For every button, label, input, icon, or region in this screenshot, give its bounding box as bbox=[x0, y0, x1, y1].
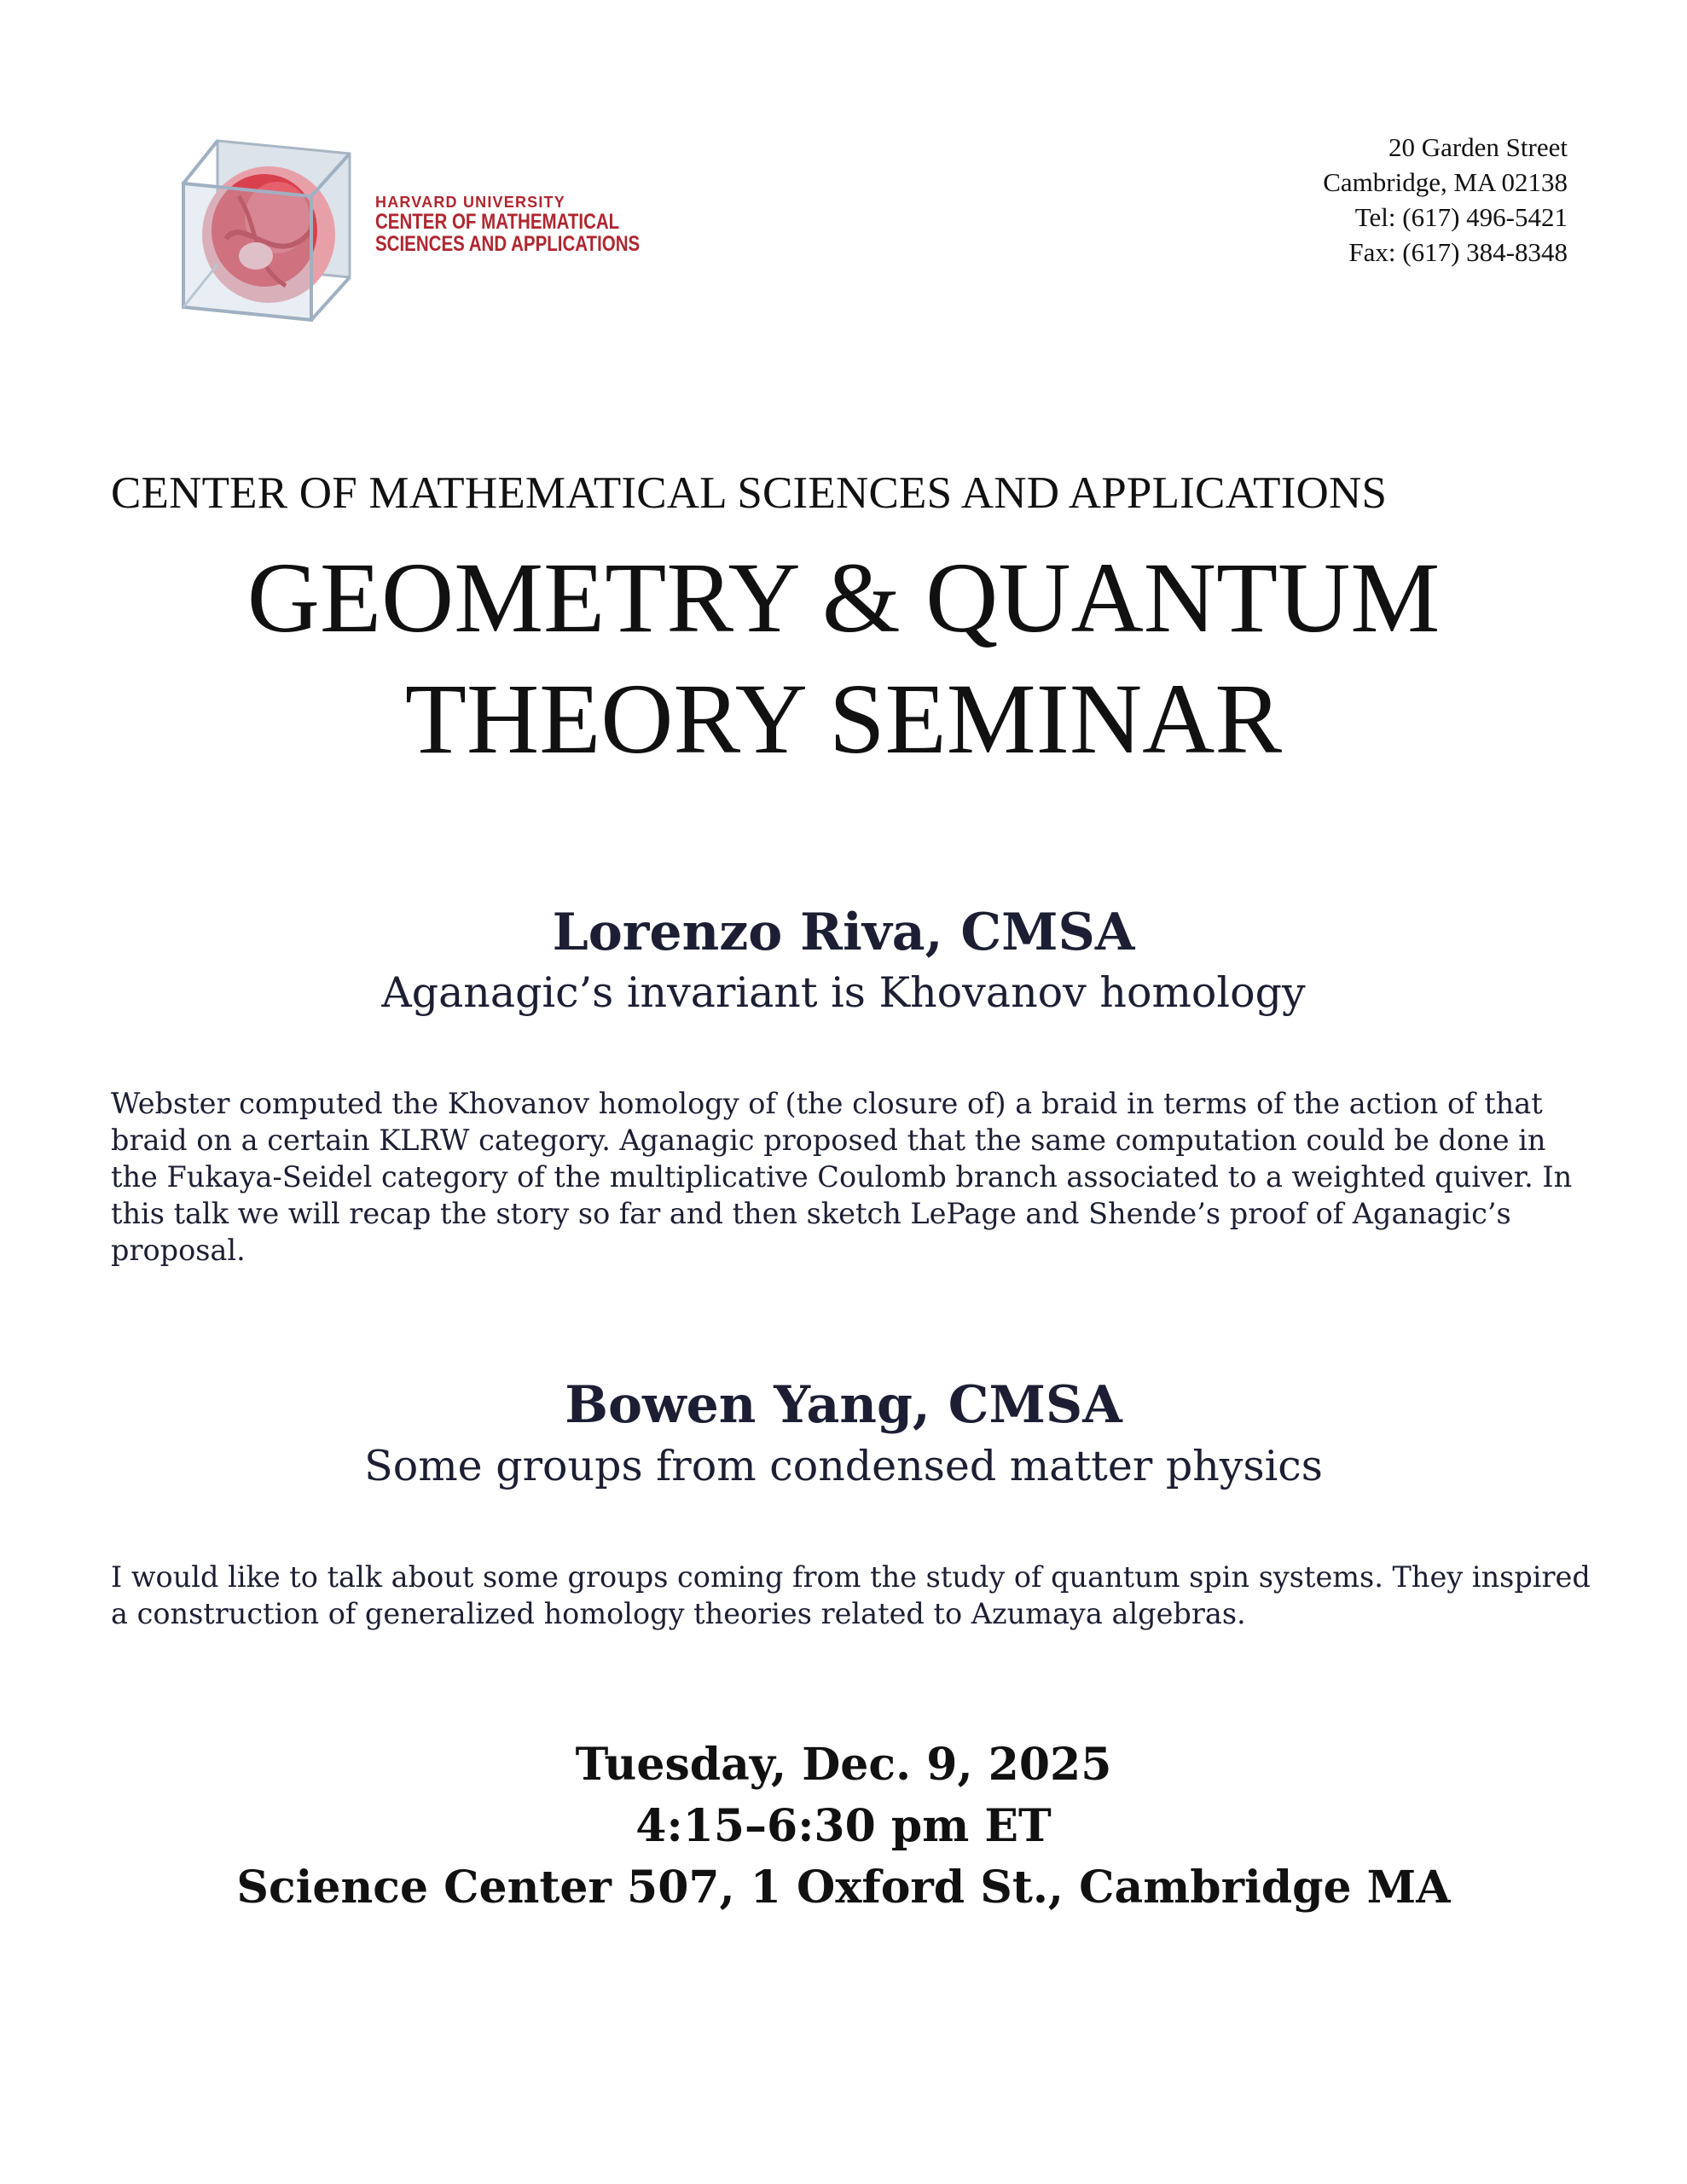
address-tel: Tel: (617) 496-5421 bbox=[1354, 202, 1568, 232]
center-name-heading: CENTER OF MATHEMATICAL SCIENCES AND APPLICATIONS bbox=[111, 468, 1388, 518]
talk2-title: Some groups from condensed matter physics bbox=[364, 1442, 1323, 1490]
event-location: Science Center 507, 1 Oxford St., Cambridge MA bbox=[236, 1862, 1451, 1914]
seminar-title-line2: THEORY SEMINAR bbox=[404, 663, 1283, 775]
address-street: 20 Garden Street bbox=[1388, 132, 1568, 162]
talk1-speaker: Lorenzo Riva, CMSA bbox=[552, 903, 1135, 962]
seminar-title bbox=[0, 537, 1687, 780]
cube-sphere-logo-icon bbox=[175, 136, 358, 324]
seminar-title-line1: GEOMETRY & QUANTUM bbox=[246, 542, 1441, 653]
event-details bbox=[0, 1734, 1687, 1919]
address-fax: Fax: (617) 384-8348 bbox=[1348, 237, 1568, 267]
talk2-abstract: I would like to talk about some groups coming from the study of quantum spin systems. They inspired a construction of generalized homology theories related to Azumaya algebras. bbox=[111, 1560, 1591, 1630]
logo-sciences-line: SCIENCES AND APPLICATIONS bbox=[375, 232, 641, 257]
address-city: Cambridge, MA 02138 bbox=[1323, 167, 1568, 197]
logo-university: HARVARD UNIVERSITY bbox=[375, 194, 565, 211]
logo-wordmark bbox=[375, 195, 698, 255]
talk1-title: Aganagic’s invariant is Khovanov homology bbox=[381, 968, 1306, 1017]
address-block bbox=[1323, 130, 1568, 270]
logo-center-line: CENTER OF MATHEMATICAL bbox=[375, 209, 620, 234]
cmsa-logo bbox=[175, 136, 641, 324]
talk2-speaker: Bowen Yang, CMSA bbox=[565, 1375, 1122, 1435]
talk1-abstract: Webster computed the Khovanov homology of (the closure of) a braid in terms of the action of that braid on a certain KLRW category. Aganagic proposed that the same computation could be done in the Fukaya-Seidel category of the multiplicative Coulomb branch associated to a weighted quiver. In this talk we will recap the story so far and then sketch LePage and Shende’s proof of Aganagic’s proposal. bbox=[111, 1087, 1573, 1267]
event-date: Tuesday, Dec. 9, 2025 bbox=[575, 1739, 1112, 1791]
event-time: 4:15–6:30 pm ET bbox=[635, 1800, 1052, 1852]
